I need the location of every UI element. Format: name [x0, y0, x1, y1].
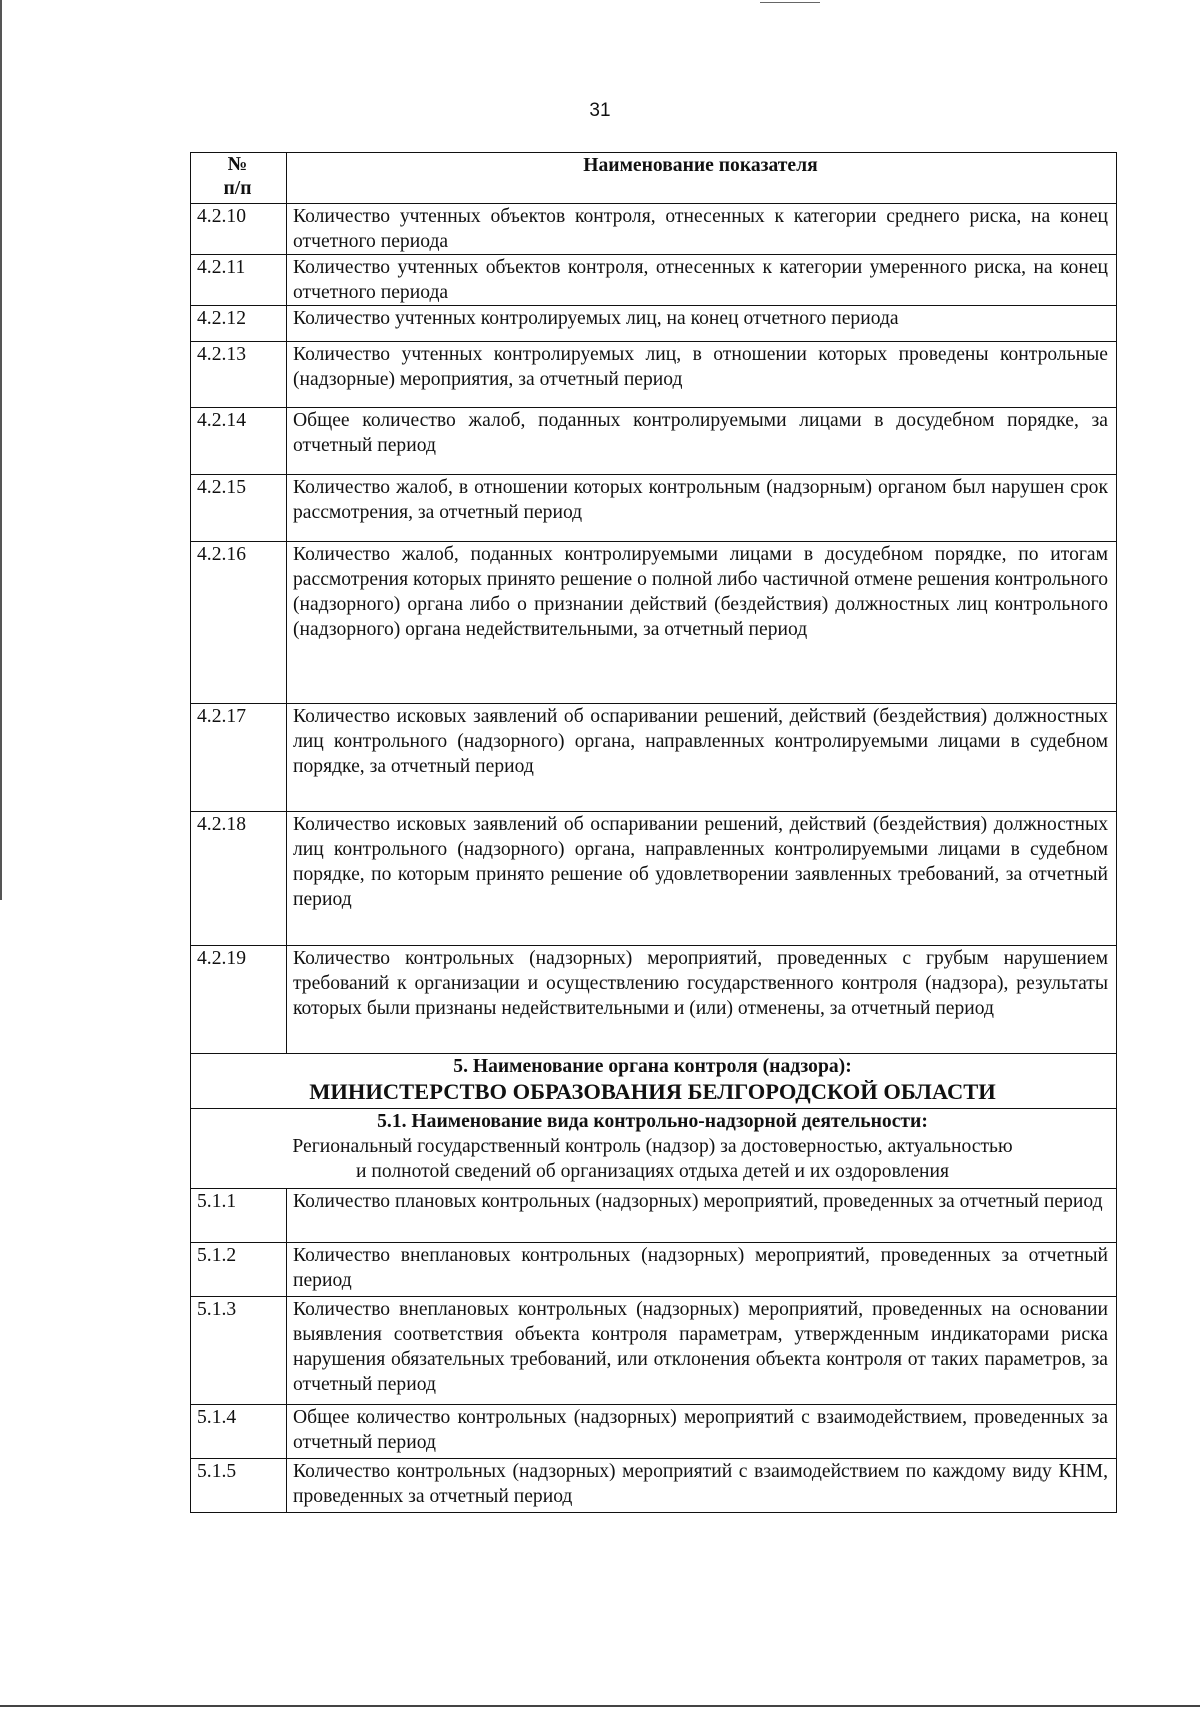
section-5-1-line-1: Региональный государственный контроль (надзор) за достоверностью, актуальностью	[292, 1136, 1013, 1157]
row-number: 4.2.15	[191, 475, 287, 542]
table-row	[191, 342, 1117, 408]
row-number: 4.2.12	[191, 306, 287, 342]
row-text: Количество исковых заявлений об оспаривании решений, действий (бездействия) должностных лиц контрольного (надзорного) органа, направленных контролируемыми лицами в судебном порядке, за отчетный период	[287, 704, 1117, 812]
row-number: 5.1.3	[191, 1297, 287, 1405]
row-number: 4.2.13	[191, 342, 287, 408]
row-text: Количество учтенных объектов контроля, отнесенных к категории умеренного риска, на конец отчетного периода	[287, 255, 1117, 306]
row-text: Количество плановых контрольных (надзорных) мероприятий, проведенных за отчетный период	[287, 1189, 1117, 1243]
row-number: 4.2.17	[191, 704, 287, 812]
page-number: 31	[589, 100, 611, 121]
table-row	[191, 1189, 1117, 1243]
table-row	[191, 946, 1117, 1054]
row-number: 4.2.11	[191, 255, 287, 306]
row-number: 4.2.10	[191, 204, 287, 255]
table-row	[191, 704, 1117, 812]
section-5-title: 5. Наименование органа контроля (надзора):	[453, 1056, 852, 1077]
table-row	[191, 812, 1117, 946]
section-5-ministry: МИНИСТЕРСТВО ОБРАЗОВАНИЯ БЕЛГОРОДСКОЙ ОБЛАСТИ	[309, 1079, 996, 1104]
row-text: Общее количество жалоб, поданных контролируемыми лицами в досудебном порядке, за отчетный период	[287, 408, 1117, 475]
row-text: Общее количество контрольных (надзорных) мероприятий с взаимодействием, проведенных за отчетный период	[287, 1405, 1117, 1459]
section-5-row	[191, 1054, 1117, 1109]
row-text: Количество учтенных контролируемых лиц, на конец отчетного периода	[287, 306, 1117, 342]
table-row	[191, 408, 1117, 475]
row-text: Количество жалоб, поданных контролируемыми лицами в досудебном порядке, по итогам рассмотрения которых принято решение о полной либо частичной отмене решения контрольного (надзорного) органа либо о признании действий (бездействия) должностных лиц контрольного (надзорного) органа недействительными, за отчетный период	[287, 542, 1117, 704]
row-text: Количество контрольных (надзорных) мероприятий с взаимодействием по каждому виду КНМ, проведенных за отчетный период	[287, 1459, 1117, 1513]
row-number: 4.2.19	[191, 946, 287, 1054]
row-text: Количество жалоб, в отношении которых контрольным (надзорным) органом был нарушен срок рассмотрения, за отчетный период	[287, 475, 1117, 542]
row-text: Количество учтенных объектов контроля, отнесенных к категории среднего риска, на конец отчетного периода	[287, 204, 1117, 255]
row-text: Количество исковых заявлений об оспаривании решений, действий (бездействия) должностных лиц контрольного (надзорного) органа, направленных контролируемыми лицами в судебном порядке, по которым принято решение об удовлетворении заявленных требований, за отчетный период	[287, 812, 1117, 946]
indicators-table	[190, 152, 1117, 1513]
section-5-1-cell	[191, 1109, 1117, 1189]
table-row	[191, 1459, 1117, 1513]
table-row	[191, 1297, 1117, 1405]
row-text: Количество внеплановых контрольных (надзорных) мероприятий, проведенных за отчетный период	[287, 1243, 1117, 1297]
header-title: Наименование показателя	[287, 153, 1117, 204]
scan-left-edge	[0, 0, 2, 900]
table-row	[191, 255, 1117, 306]
row-number: 4.2.16	[191, 542, 287, 704]
header-num: № п/п	[191, 153, 287, 204]
row-number: 4.2.18	[191, 812, 287, 946]
row-number: 5.1.4	[191, 1405, 287, 1459]
row-text: Количество учтенных контролируемых лиц, в отношении которых проведены контрольные (надзорные) мероприятия, за отчетный период	[287, 342, 1117, 408]
scan-top-mark	[760, 2, 820, 3]
table-row	[191, 475, 1117, 542]
section-5-1-row	[191, 1109, 1117, 1189]
row-number: 5.1.1	[191, 1189, 287, 1243]
row-text: Количество контрольных (надзорных) мероприятий, проведенных с грубым нарушением требований к организации и осуществлению государственного контроля (надзора), результаты которых были признаны недействительными и (или) отменены, за отчетный период	[287, 946, 1117, 1054]
table-row	[191, 204, 1117, 255]
table-row	[191, 1405, 1117, 1459]
row-number: 5.1.2	[191, 1243, 287, 1297]
section-5-cell	[191, 1054, 1117, 1109]
section-5-1-title: 5.1. Наименование вида контрольно-надзорной деятельности:	[377, 1111, 928, 1132]
scan-bottom-edge	[0, 1705, 1200, 1707]
row-number: 4.2.14	[191, 408, 287, 475]
table-row	[191, 1243, 1117, 1297]
row-text: Количество внеплановых контрольных (надзорных) мероприятий, проведенных на основании выявления соответствия объекта контроля параметрам, утвержденным индикаторами риска нарушения обязательных требований, или отклонения объекта контроля от таких параметров, за отчетный период	[287, 1297, 1117, 1405]
section-5-1-line-2: и полнотой сведений об организациях отдыха детей и их оздоровления	[355, 1161, 950, 1182]
row-number: 5.1.5	[191, 1459, 287, 1513]
table-row	[191, 542, 1117, 704]
table-row	[191, 306, 1117, 342]
table-header-row	[191, 153, 1117, 204]
